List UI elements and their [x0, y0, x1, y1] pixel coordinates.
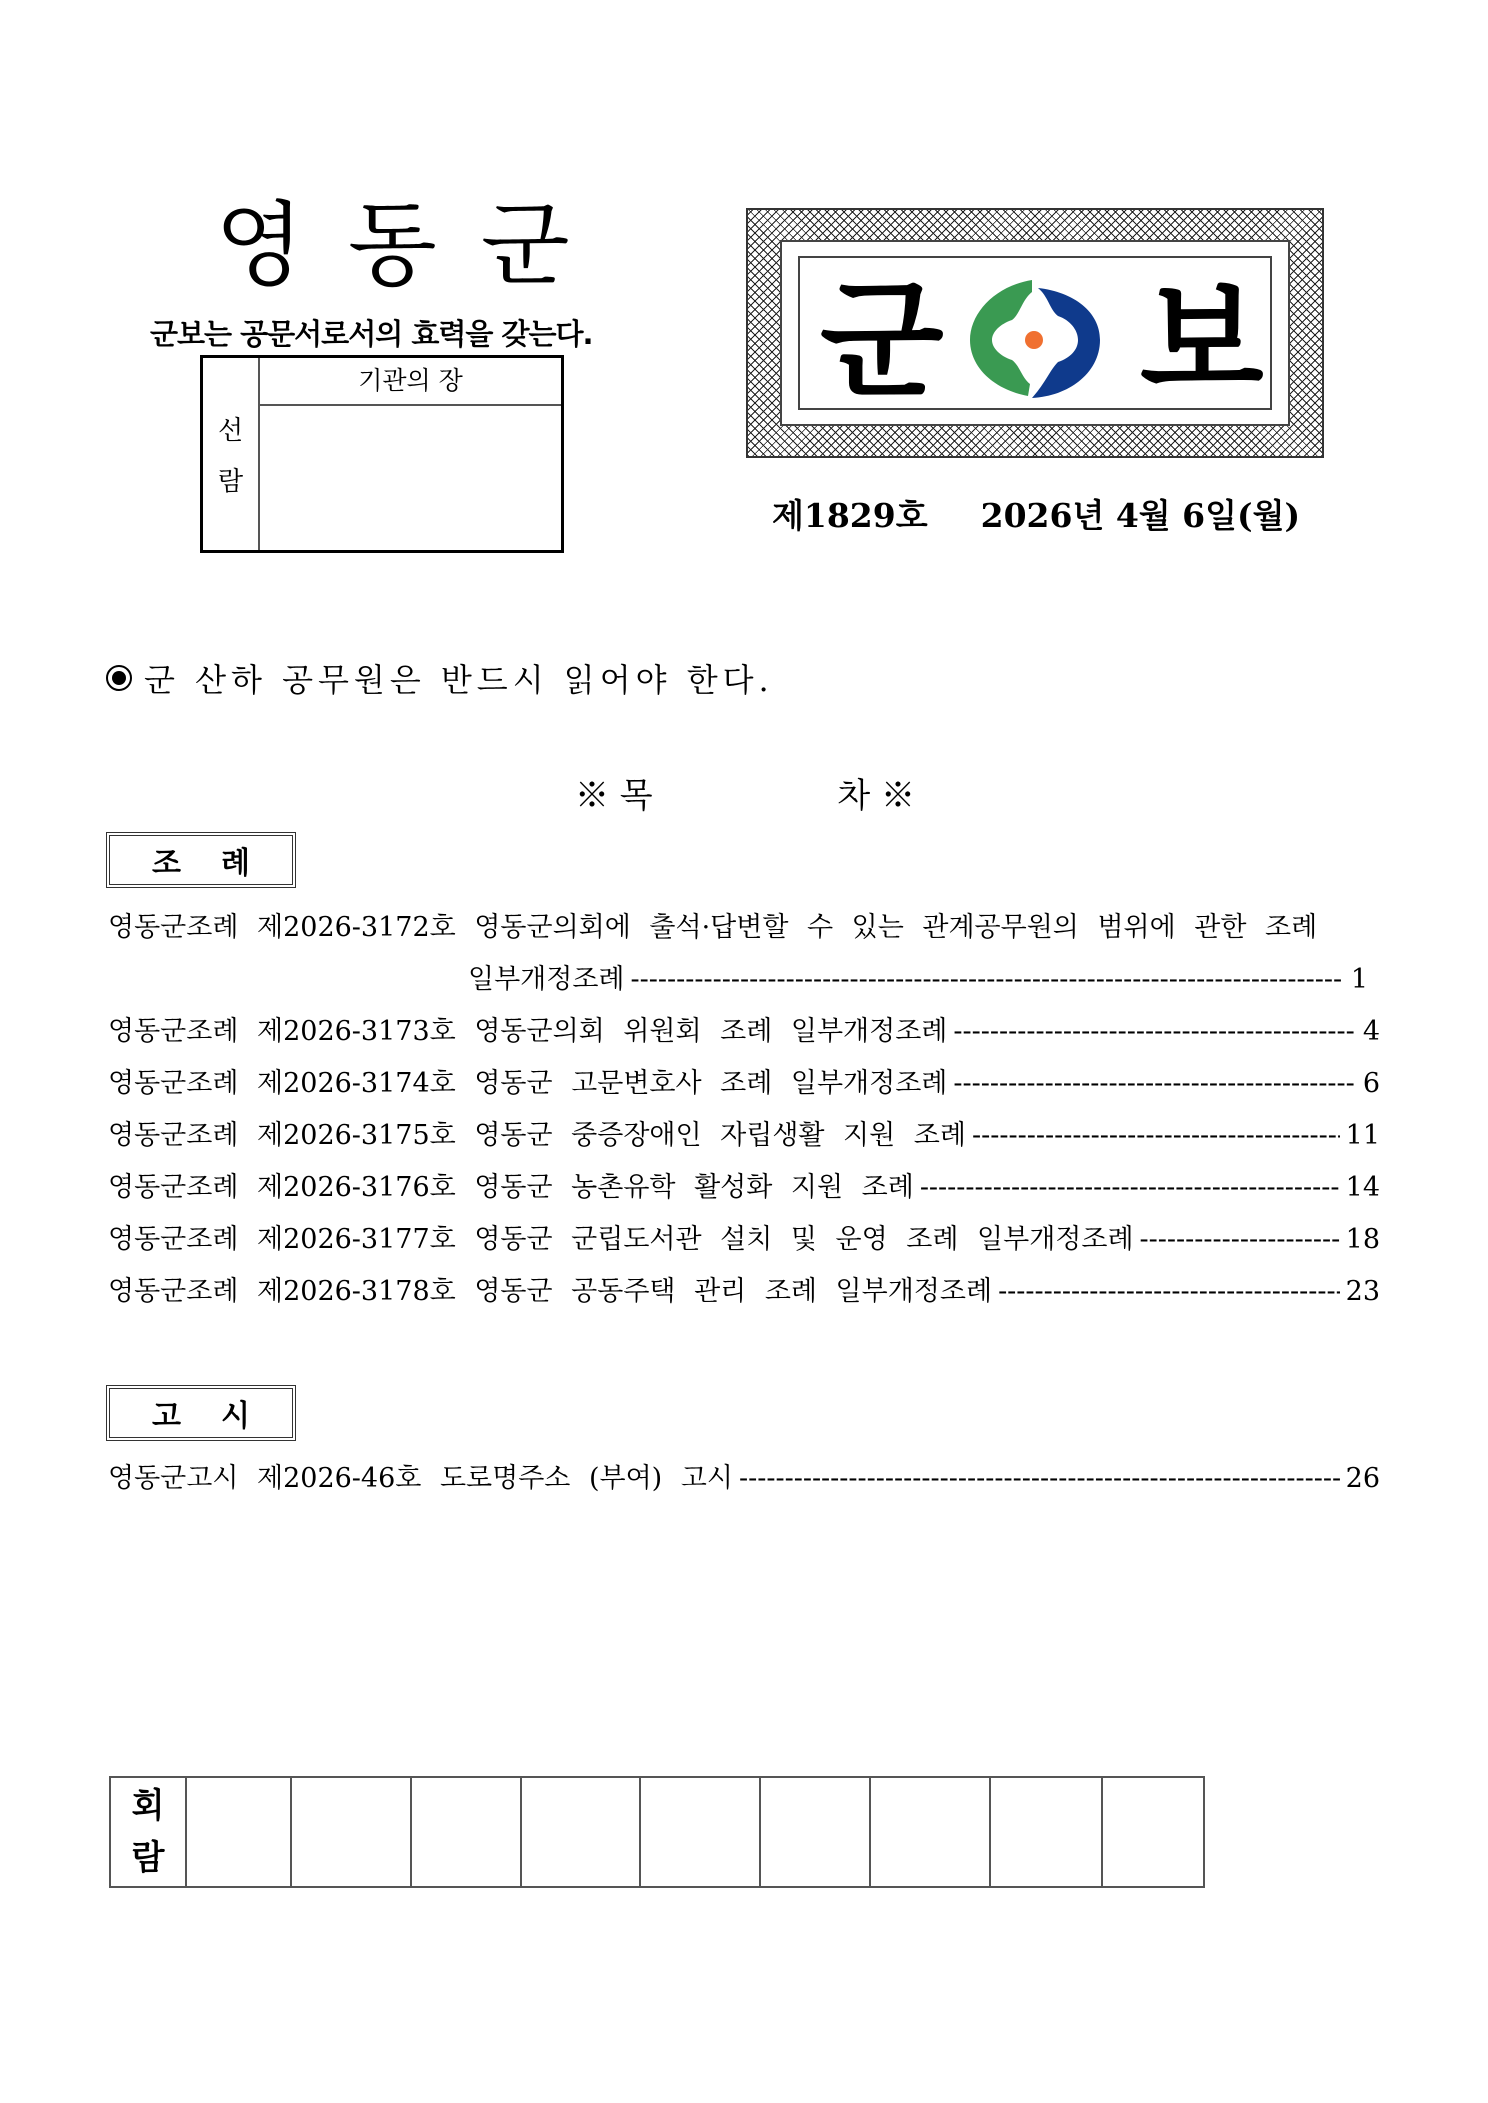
item-kind: 영동군조례 [108, 1276, 239, 1307]
item-number: 제2026-3176호 [257, 1172, 456, 1203]
item-number: 제2026-3175호 [257, 1120, 456, 1151]
dot-leader [953, 1016, 1354, 1047]
dot-leader [1140, 1224, 1340, 1255]
item-kind: 영동군고시 [108, 1463, 239, 1494]
section-title-char: 고 [152, 1399, 221, 1434]
toc-item-3172[interactable] [108, 905, 1380, 945]
section-title-ordinances [106, 832, 296, 888]
item-number: 제2026-3173호 [257, 1016, 456, 1047]
review-side-char: 람 [217, 467, 244, 497]
circulation-signature-cell[interactable] [640, 1777, 760, 1887]
issue-number: 제1829호 [772, 496, 928, 535]
item-title: 영동군 농촌유학 활성화 지원 조례 [474, 1172, 914, 1203]
review-side-char: 선 [217, 416, 244, 446]
item-kind: 영동군조례 [108, 1120, 239, 1151]
dot-leader [972, 1120, 1340, 1151]
circulation-signature-cell[interactable] [870, 1777, 990, 1887]
dot-leader [631, 964, 1343, 995]
circulation-label-char: 람 [131, 1838, 165, 1878]
toc-item-3176[interactable] [108, 1165, 1380, 1205]
item-number: 제2026-3177호 [257, 1224, 456, 1255]
item-page: 6 [1362, 1068, 1380, 1099]
item-page: 1 [1350, 964, 1368, 995]
circulation-signature-cell[interactable] [760, 1777, 870, 1887]
item-title: 영동군 군립도서관 설치 및 운영 조례 일부개정조례 [474, 1224, 1134, 1255]
dot-leader [998, 1276, 1340, 1307]
section-title-notices [106, 1385, 296, 1441]
item-title: 영동군의회에 출석·답변할 수 있는 관계공무원의 범위에 관한 조례 [474, 912, 1318, 943]
review-side-label [203, 358, 260, 550]
circulation-label [110, 1777, 186, 1887]
dot-leader [920, 1172, 1340, 1203]
circulation-table [109, 1776, 1205, 1888]
dot-leader [953, 1068, 1354, 1099]
item-number: 제2026-3174호 [257, 1068, 456, 1099]
item-page: 18 [1345, 1224, 1380, 1255]
circulation-signature-cell[interactable] [186, 1777, 291, 1887]
item-kind: 영동군조례 [108, 1224, 239, 1255]
issue-date: 2026년 4월 6일(월) [980, 496, 1301, 535]
toc-item-3174[interactable] [108, 1061, 1380, 1101]
circulation-signature-cell[interactable] [411, 1777, 521, 1887]
review-box [200, 355, 564, 553]
circulation-signature-cell[interactable] [291, 1777, 411, 1887]
notice-line [106, 655, 774, 701]
section-title-char: 례 [221, 846, 290, 881]
toc-heading-right: 차 ※ [837, 776, 915, 816]
item-kind: 영동군조례 [108, 1016, 239, 1047]
banner-frame-outer [780, 240, 1290, 426]
banner-left-char: 군 [820, 267, 944, 416]
circulation-signature-cell[interactable] [1102, 1777, 1204, 1887]
dot-leader [739, 1463, 1340, 1494]
validity-statement: 군보는 공문서로서의 효력을 갖는다. [150, 317, 593, 351]
section-title-char: 시 [221, 1399, 290, 1434]
toc-item-3172-cont[interactable] [468, 957, 1368, 997]
item-title: 도로명주소 (부여) 고시 [439, 1463, 733, 1494]
banner-frame-inner [798, 256, 1272, 416]
toc-item-3177[interactable] [108, 1217, 1380, 1257]
gazette-banner [746, 208, 1324, 458]
circulation-signature-cell[interactable] [990, 1777, 1102, 1887]
item-title: 영동군 고문변호사 조례 일부개정조례 [474, 1068, 948, 1099]
item-kind: 영동군조례 [108, 1172, 239, 1203]
county-emblem-icon [970, 278, 1100, 400]
banner-right-char: 보 [1140, 267, 1264, 416]
item-page: 4 [1362, 1016, 1380, 1047]
item-kind: 영동군조례 [108, 1068, 239, 1099]
toc-item-3175[interactable] [108, 1113, 1380, 1153]
item-title: 영동군 공동주택 관리 조례 일부개정조례 [474, 1276, 993, 1307]
issue-line [772, 490, 1300, 537]
toc-item-notice-46[interactable] [108, 1456, 1380, 1496]
circulation-signature-cell[interactable] [521, 1777, 640, 1887]
item-number: 제2026-46호 [257, 1463, 422, 1494]
item-page: 14 [1345, 1172, 1380, 1203]
item-page: 11 [1345, 1120, 1380, 1151]
item-number: 제2026-3178호 [257, 1276, 456, 1307]
item-number: 제2026-3172호 [257, 912, 456, 943]
item-title: 영동군의회 위원회 조례 일부개정조례 [474, 1016, 948, 1047]
review-signature-area[interactable] [260, 406, 561, 550]
review-head-label: 기관의 장 [260, 358, 561, 406]
county-title: 영동군 [215, 192, 614, 299]
item-page: 26 [1345, 1463, 1380, 1494]
toc-item-3178[interactable] [108, 1269, 1380, 1309]
circulation-label-char: 회 [131, 1786, 165, 1826]
bullet-circle-icon [106, 665, 132, 691]
item-title: 영동군 중증장애인 자립생활 지원 조례 [474, 1120, 966, 1151]
item-kind: 영동군조례 [108, 912, 239, 943]
notice-text: 군 산하 공무원은 반드시 읽어야 한다. [144, 661, 774, 699]
item-title-cont: 일부개정조례 [468, 964, 625, 995]
item-page: 23 [1345, 1276, 1380, 1307]
toc-heading-left: ※ 목 [575, 776, 653, 816]
section-title-char: 조 [152, 846, 221, 881]
toc-heading [575, 768, 915, 817]
toc-item-3173[interactable] [108, 1009, 1380, 1049]
